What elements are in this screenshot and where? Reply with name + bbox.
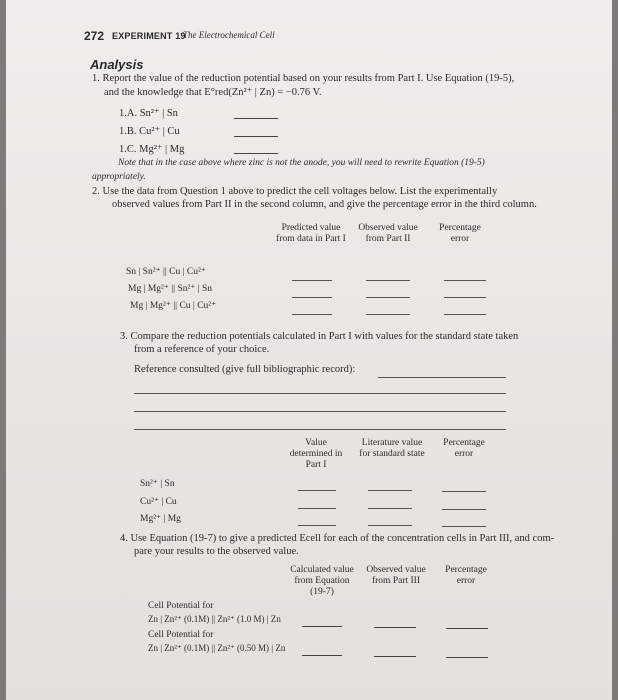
q3-r3-percentage-blank[interactable] — [442, 526, 486, 527]
experiment-label: EXPERIMENT 19 — [112, 31, 186, 41]
q1-note-line1: Note that in the case above where zinc is not the anode, you will need to rewrite Equation (19-5) — [118, 158, 485, 168]
q4-col-observed: Observed value from Part III — [366, 565, 426, 586]
q3-col-percentage: Percentage error — [443, 438, 485, 459]
q2-r1-percentage-blank[interactable] — [444, 280, 486, 281]
q4-r1-observed-blank[interactable] — [374, 627, 416, 628]
q4-line1: 4. Use Equation (19-7) to give a predicted Ecell for each of the concentration cells in Part III, and com- — [120, 533, 555, 544]
q2-line1: 2. Use the data from Question 1 above to predict the cell voltages below. List the experimentally — [92, 186, 498, 197]
q3-r1-value-blank[interactable] — [298, 490, 336, 491]
q4-col-percentage: Percentage error — [445, 565, 487, 586]
q3-line2: from a reference of your choice. — [134, 344, 270, 355]
q4-row-2-cell: Zn | Zn²⁺ (0.1M) || Zn²⁺ (0.50 M) | Zn — [148, 643, 286, 653]
q3-r3-value-blank[interactable] — [298, 525, 336, 526]
q4-row-2-label: Cell Potential for — [148, 630, 214, 640]
q2-r1-predicted-blank[interactable] — [292, 280, 332, 281]
q3-row-2-label: Cu²⁺ | Cu — [140, 497, 177, 507]
page-number: 272 — [84, 29, 105, 43]
q4-r2-observed-blank[interactable] — [374, 656, 416, 657]
q3-reference-label: Reference consulted (give full bibliographic record): — [134, 364, 356, 375]
q3-col-literature: Literature value for standard state — [359, 438, 425, 459]
q1c-answer-blank[interactable] — [234, 153, 278, 154]
q4-col-calculated: Calculated value from Equation (19-7) — [290, 565, 354, 597]
q3-row-1-label: Sn²⁺ | Sn — [140, 479, 175, 489]
q4-line2: pare your results to the observed value. — [134, 546, 299, 557]
q3-r1-percentage-blank[interactable] — [442, 491, 486, 492]
q2-r3-percentage-blank[interactable] — [444, 314, 486, 315]
q3-row-3-label: Mg²⁺ | Mg — [140, 514, 181, 524]
q2-row-3-label: Mg | Mg²⁺ || Cu | Cu²⁺ — [130, 301, 217, 311]
worksheet-page — [6, 0, 612, 700]
q4-r2-calculated-blank[interactable] — [302, 655, 342, 656]
q3-reference-blank-1[interactable] — [378, 377, 506, 378]
q3-r2-value-blank[interactable] — [298, 508, 336, 509]
q2-r2-predicted-blank[interactable] — [292, 297, 332, 298]
q3-reference-blank-4[interactable] — [134, 429, 506, 430]
q3-r1-literature-blank[interactable] — [368, 490, 412, 491]
q2-r2-observed-blank[interactable] — [366, 297, 410, 298]
q4-row-1-cell: Zn | Zn²⁺ (0.1M) || Zn²⁺ (1.0 M) | Zn — [148, 614, 281, 624]
running-title: The Electrochemical Cell — [183, 30, 275, 40]
q3-col-value: Value determined in Part I — [289, 438, 343, 470]
q2-col-predicted: Predicted value from data in Part I — [276, 223, 346, 244]
q2-line2: observed values from Part II in the second column, and give the percentage error in the third column. — [112, 199, 537, 210]
q1-line2: and the knowledge that E°red(Zn²⁺ | Zn) = −0.76 V. — [104, 87, 322, 98]
q3-r3-literature-blank[interactable] — [368, 525, 412, 526]
q3-reference-blank-2[interactable] — [134, 393, 506, 394]
q1-line1: 1. Report the value of the reduction potential based on your results from Part I. Use Equation (19-5), — [92, 73, 515, 84]
q4-r2-percentage-blank[interactable] — [446, 657, 488, 658]
q1b-answer-blank[interactable] — [234, 136, 278, 137]
q4-row-1-label: Cell Potential for — [148, 601, 214, 611]
q1-item-a: 1.A. Sn²⁺ | Sn — [119, 108, 178, 119]
q2-col-observed: Observed value from Part II — [358, 223, 418, 244]
q4-r1-calculated-blank[interactable] — [302, 626, 342, 627]
section-title: Analysis — [90, 57, 144, 72]
q3-r2-percentage-blank[interactable] — [442, 509, 486, 510]
q3-reference-blank-3[interactable] — [134, 411, 506, 412]
q2-row-2-label: Mg | Mg²⁺ || Sn²⁺ | Sn — [128, 284, 213, 294]
q2-col-percentage: Percentage error — [439, 223, 481, 244]
q2-r2-percentage-blank[interactable] — [444, 297, 486, 298]
q2-row-1-label: Sn | Sn²⁺ || Cu | Cu²⁺ — [126, 267, 206, 277]
q1-note-line2: appropriately. — [92, 172, 146, 182]
q2-r3-predicted-blank[interactable] — [292, 314, 332, 315]
q4-r1-percentage-blank[interactable] — [446, 628, 488, 629]
q1-item-c: 1.C. Mg²⁺ | Mg — [119, 144, 185, 155]
q3-line1: 3. Compare the reduction potentials calculated in Part I with values for the standard state taken — [120, 331, 519, 342]
q2-r1-observed-blank[interactable] — [366, 280, 410, 281]
q1a-answer-blank[interactable] — [234, 118, 278, 119]
q1-item-b: 1.B. Cu²⁺ | Cu — [119, 126, 180, 137]
q3-r2-literature-blank[interactable] — [368, 508, 412, 509]
q2-r3-observed-blank[interactable] — [366, 314, 410, 315]
